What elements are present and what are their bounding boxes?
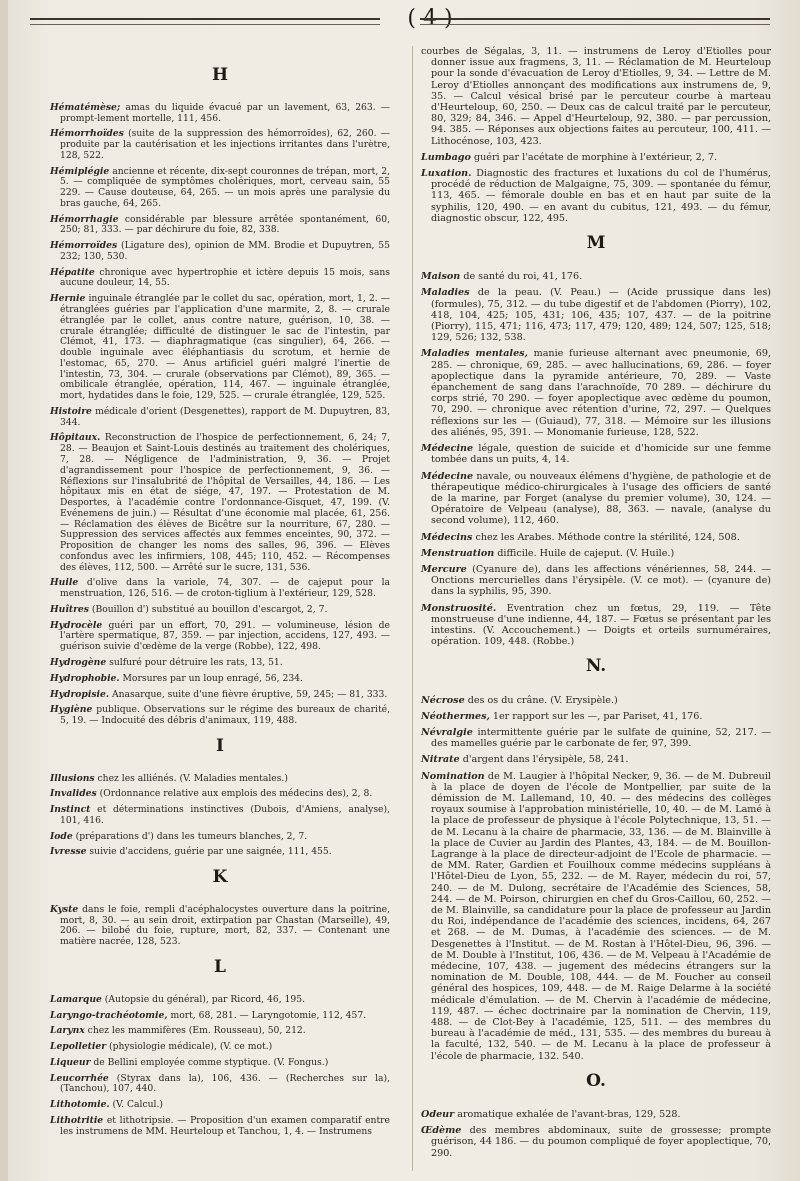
- index-entry: [421, 348, 771, 438]
- entry-title: Instinct: [50, 804, 91, 816]
- index-entry: [50, 1042, 390, 1053]
- section-letter: M: [586, 233, 606, 254]
- entry-title: Nomination: [421, 770, 485, 782]
- entry-title: Menstruation: [421, 547, 495, 559]
- entry-text: (Styrax dans la), 106, 436. — (Recherches sur la), (Tanchou), 107, 440.: [60, 1072, 390, 1095]
- entry-text: amas du liquide évacué par un lavement, 63, 263. — prompt-lement mortelle, 111, 456.: [60, 101, 390, 124]
- entry-text: sulfuré pour détruire les rats, 13, 51.: [106, 656, 283, 668]
- entry-text: (Bouillon d') substitué au bouillon d'escargot, 2, 7.: [88, 603, 328, 615]
- index-entry: [50, 789, 390, 800]
- index-entry: [50, 995, 390, 1006]
- entry-title: Médecins: [421, 531, 473, 543]
- index-entry: [421, 443, 771, 465]
- index-entry: [50, 1074, 390, 1096]
- entry-text: guéri par l'acétate de morphine à l'extérieur, 2, 7.: [470, 151, 718, 163]
- section-letter: K: [212, 867, 228, 888]
- entry-text: d'olive dans la variole, 74, 307. — de cajeput pour la menstruation, 126, 516. — de croton-tiglium à l'extérieur, 129, 528.: [60, 577, 390, 600]
- entry-text: des os du crâne. (V. Erysipèle.): [464, 694, 618, 706]
- entry-text: Reconstruction de l'hospice de perfectionnement, 6, 24; 7, 28. — Beaujon et Saint-Louis destinés au traitement des cholériques, 7, 28. — Négligence de l'administration, 9, 36. — Projet d'agrandissement pour l'hospice de perfectionnement, 9, 36. — Réflexions sur l'insalubrité de l'hôpital de Versailles, 44, 186. — Les hôpitaux mis en état de siége, 47, 197. — Protestation de M. Desportes, à l'académie contre l'ordonnance-Gisquet, 47, 199. (V. Evénemens de juin.) — Résultat d'une économie mal placée, 61, 256. — Réclamation des élèves de Bicêtre sur la nourriture, 67, 280. — Suppression des services affectés aux femmes enceintes, 90, 372. — Proposition de changer les noms des salles, 96, 396. — Elèves confondus avec les infirmiers, 108, 445; 110, 452. — Récompenses des élèves, 112, 500. — Arrêté sur le sucre, 131, 536.: [60, 432, 390, 573]
- entry-title: Maladies: [421, 287, 470, 299]
- entry-text: ancienne et récente, dix-sept couronnes de trépan, mort, 2, 5. — compliquée de symptômes cholériques, mort, cerveau sain, 55 229. — Cause douteuse, 64, 265. — un mois après une paralysie du bras gauche, 64, 265.: [60, 165, 390, 209]
- entry-text: Diagnostic des fractures et luxations du col de l'humérus, procédé de réduction de Malgaigne, 75, 309. — spontanée du fémur, 113, 465. — fémorale double en bas et en haut par suite de la syphilis, 120, 490. — en avant du cubitus, 121, 493. — du fémur, diagnostic obscur, 122, 495.: [431, 168, 771, 224]
- index-entry: [50, 1058, 390, 1069]
- entry-title: Hernie: [50, 293, 86, 305]
- index-entry: [50, 705, 390, 727]
- header-rule-left: [30, 18, 380, 25]
- entry-title: Néothermes,: [421, 710, 490, 722]
- entry-text: courbes de Ségalas, 3, 11. — instrumens de Leroy d'Etiolles pour donner issue aux fragmens, 3, 11. — Réclamation de M. Heurteloup pour la sonde d'évacuation de Leroy d'Etiolles, 9, 34. — Lettre de M. Leroy d'Etiolles annonçant des modifications aux instrumens de, 9, 35. — Calcul vésical brisé par le percuteur courbe à marteau d'Heurteloup, 60, 250. — Deux cas de calcul traité par le percuteur, 80, 329; 84, 346. — Appel d'Heurteloup, 92, 380. — par percussion, 94. 385. — Réponses aux objections faites au percuteur, 100, 411. — Lithocénose, 103, 423.: [421, 46, 771, 147]
- entry-text: navale, ou nouveaux élémens d'hygiène, de pathologie et de thérapeutique médico-chirurgicales à l'usage des officiers de santé de la marine, par Forget (analyse du premier volume), 30, 124. — Opératoire de Velpeau (analyse), 88, 363. — navale, (analyse du second volume), 112, 460.: [431, 470, 771, 527]
- entry-title: Lepolletier: [50, 1041, 107, 1053]
- entry-title: Lithotritie: [50, 1114, 104, 1126]
- entry-title: Monstruosité.: [421, 602, 497, 614]
- entry-text: considérable par blessure arrêtée spontanément, 60, 250; 81, 333. — par déchirure du foie, 82, 338.: [60, 213, 390, 236]
- entry-title: Nécrose: [421, 694, 465, 706]
- entry-title: Laryngo-trachéotomie,: [50, 1009, 168, 1021]
- index-entry: [50, 1100, 390, 1111]
- index-entry: [421, 564, 771, 598]
- section-letter: H: [211, 65, 229, 85]
- index-entry: [50, 774, 390, 785]
- entry-title: Invalides: [50, 788, 97, 800]
- index-entry: [421, 695, 771, 706]
- entry-title: Lamarque: [50, 993, 102, 1005]
- entry-text: Anasarque, suite d'une fièvre éruptive, 59, 245; — 81, 333.: [109, 688, 388, 700]
- entry-text: publique. Observations sur le régime des bureaux de charité, 5, 19. — Indocuité des débris d'animaux, 119, 488.: [60, 704, 390, 727]
- entry-text: chez les alliénés. (V. Maladies mentales.): [94, 772, 288, 784]
- entry-text: de M. Laugier à l'hôpital Necker, 9, 36. — de M. Dubreuil à la place de doyen de l'école de Montpellier, par suite de la démission de M. Lallemand, 10, 40. — des médecins des collèges royaux soumise à l'approbation ministérielle, 10, 40. — de M. Lamé à la place de professeur de physique à l'école Polytechnique, 13, 51. — de M. Lecanu à la chaire de pharmacie, 33, 136. — de M. Blainville à la place de Cuvier au Jardin des Plantes, 43, 184. — de M. Bouillon-Lagrange à la place de directeur-adjoint de l'Ecole de pharmacie. — de MM. Rater, Gardien et Fouilhoux comme médecins suppléans à l'Hôtel-Dieu de Lyon, 55, 232. — de M. Rayer, médecin du roi, 57, 240. — de M. Dulong, secrétaire de l'Académie des Sciences, 58, 244. — de M. Poirson, chirurgien en chef du Gros-Caillou, 60, 252. — de M. Blainville, sa candidature pour la place de professeur au Jardin du Roi, indépendance de l'académie des sciences, incidens, 64, 267 et 268. — de M. Dumas, à l'académie des sciences. — de M. Desgenettes à l'Institut. — de M. Rostan à l'Hôtel-Dieu, 96, 396. — de M. Double à l'Institut, 106, 436. — de M. Velpeau à l'Académie de médecine, 107, 438. — jugement des médecins étrangers sur la nomination de M. Double, 108, 444. — de M. Foucher au conseil général des hospices, 109, 448. — de M. Raige Delarme à la société médicale d'émulation. — de M. Chervin à l'académie de médecine, 119, 487. — échec doctrinaire par la nomination de Chervin, 119, 488. — de Clot-Bey à l'académie, 125, 511. — des membres du bureau à l'académie de méd., 131, 535. — des membres du bureau à la faculté, 132, 540. — de M. Lecanu à la place de professeur à l'école de pharmacie, 132. 540.: [431, 770, 771, 1062]
- entry-title: Hémorrhagie: [50, 213, 119, 225]
- entry-text: (physiologie médicale), (V. ce mot.): [106, 1041, 273, 1053]
- index-entry: [421, 754, 771, 765]
- entry-text: chez les Arabes. Méthode contre la stérilité, 124, 508.: [472, 531, 740, 543]
- entry-text: chronique avec hypertrophie et ictère depuis 15 mois, sans aucune douleur, 14, 55.: [60, 266, 390, 289]
- entry-title: Hémorrhoïdes: [50, 128, 124, 140]
- header-rule-right: [420, 18, 770, 25]
- entry-text: Eventration chez un fœtus, 29, 119. — Tête monstrueuse d'une indienne, 44, 187. — Fœtus se présentant par les intestins. (V. Accouchement.) — Doigts et orteils surnuméraires, opération. 109, 448. (Robbe.): [431, 602, 771, 648]
- entry-title: Maladies mentales,: [421, 348, 528, 360]
- entry-text: aromatique exhalée de l'avant-bras, 129, 528.: [454, 1109, 681, 1121]
- entry-text: des membres abdominaux, suite de grossesse; prompte guérison, 44 186. — du poumon compliqué de foyer apoplectique, 70, 290.: [431, 1125, 771, 1159]
- index-entry: [50, 1116, 390, 1138]
- index-entry: [50, 847, 390, 858]
- index-entry: [421, 168, 771, 224]
- index-entry: [421, 548, 771, 559]
- entry-text: (Ligature des), opinion de MM. Brodie et Dupuytren, 55 232; 130, 530.: [60, 240, 390, 262]
- entry-text: et déterminations instinctives (Dubois, d'Amiens, analyse), 101, 416.: [60, 804, 390, 826]
- index-entry: [421, 1125, 771, 1159]
- entry-title: Odeur: [421, 1109, 455, 1121]
- index-entry: [421, 152, 771, 163]
- index-entry: [421, 532, 771, 543]
- entry-title: Histoire: [50, 405, 92, 417]
- right-column: [412, 46, 771, 1171]
- entry-title: Kyste: [50, 903, 79, 915]
- entry-title: Huîtres: [50, 603, 89, 615]
- entry-text: (Ordonnance relative aux emplois des médecins des), 2, 8.: [96, 788, 373, 800]
- entry-text: guéri par un effort, 70, 291. — volumineuse, lésion de l'artère spermatique, 87, 359. — par injection, accidens, 127, 493. — guérison suivie d'œdème de la verge (Robbe), 122, 498.: [60, 619, 390, 653]
- entry-title: Ivresse: [50, 846, 87, 858]
- entry-title: Hydrophobie.: [50, 672, 120, 684]
- entry-title: Hydrocèle: [50, 619, 103, 631]
- entry-title: Larynx: [50, 1025, 85, 1037]
- left-column: [50, 46, 390, 1171]
- entry-text: mort, 68, 281. — Laryngotomie, 112, 457.: [167, 1009, 367, 1021]
- entry-title: Lithotomie.: [50, 1099, 110, 1111]
- entry-title: Médecine: [421, 470, 474, 482]
- entry-text: 1er rapport sur les —, par Pariset, 41, 176.: [489, 710, 703, 722]
- index-entry: [50, 1011, 390, 1022]
- entry-text: (préparations d') dans les tumeurs blanches, 2, 7.: [72, 830, 308, 842]
- entry-title: Liqueur: [50, 1056, 91, 1068]
- left-page-edge: [0, 0, 8, 1181]
- index-entry: [50, 674, 390, 685]
- entry-text: et lithotripsie. — Proposition d'un examen comparatif entre les instrumens de MM. Heurteloup et Tanchou, 1, 4. — Instrumens: [60, 1114, 390, 1137]
- index-entry: [50, 167, 390, 210]
- entry-title: Hydropisie.: [50, 688, 110, 700]
- entry-title: Iode: [50, 830, 73, 842]
- index-entry: [50, 621, 390, 653]
- entry-text: manie furieuse alternant avec pneumonie, 69, 285. — chronique, 69, 285. — avec hallucinations, 69, 286. — foyer apoplectique dans la pyramide antérieure, 70, 289. — Vaste épanchement de sang dans l'arachnoïde, 70 289. — déchirure du corps strié, 70 290. — foyer apoplectique avec œdème du poumon, 70, 290. — chronique avec rétention d'urine, 72, 297. — Quelques réflexions sur les — (Guiaud), 77, 318. — Mémoire sur les illusions des aliénés, 95, 391. — Monomanie furieuse, 128, 522.: [431, 348, 771, 438]
- page-number: ( 4 ): [407, 6, 453, 31]
- entry-title: Médecine: [421, 443, 474, 455]
- page-header: [30, 6, 770, 38]
- entry-text: (Cyanure de), dans les affections vénériennes, 58, 244. — Onctions mercurielles dans l'érysipèle. (V. ce mot). — (cyanure de) dans la syphilis, 95, 390.: [431, 563, 771, 598]
- entry-text: de santé du roi, 41, 176.: [460, 271, 583, 283]
- index-entry: [50, 215, 390, 237]
- index-entry: [421, 603, 771, 648]
- entry-title: Hygiène: [50, 704, 93, 716]
- entry-text: médicale d'orient (Desgenettes), rapport de M. Dupuytren, 83, 344.: [60, 405, 390, 428]
- entry-text: difficile. Huile de cajeput. (V. Huile.): [494, 547, 675, 559]
- index-entry: [421, 711, 771, 722]
- index-entry: [50, 268, 390, 290]
- index-entry: [50, 805, 390, 827]
- entry-title: Maison: [421, 271, 461, 283]
- index-entry: [421, 271, 771, 282]
- entry-text: (Autopsie du général), par Ricord, 46, 195.: [101, 993, 305, 1005]
- index-entry: [50, 905, 390, 948]
- entry-text: dans le foie, rempli d'acéphalocystes ouverture dans la poitrine, mort, 8, 30. — au sein droit, extirpation par Chastan (Marseille), 49, 206. — bilobé du foie, rupture, mort, 82, 337. — Contenant une matière nacrée, 128, 523.: [60, 903, 390, 948]
- section-letter: O.: [586, 1070, 606, 1091]
- index-entry: [50, 103, 390, 125]
- index-entry: [50, 241, 390, 263]
- entry-title: Œdème: [421, 1125, 462, 1137]
- section-letter: I: [216, 735, 224, 756]
- entry-title: Illusions: [50, 772, 95, 784]
- entry-text: d'argent dans l'érysipèle, 58, 241.: [459, 754, 629, 766]
- index-entry: [50, 1026, 390, 1037]
- index-entry: [50, 433, 390, 573]
- entry-title: Mercure: [421, 563, 467, 575]
- index-entry: [421, 46, 771, 147]
- entry-title: Leucorrhée: [50, 1072, 109, 1084]
- entry-title: Lumbago: [421, 151, 471, 163]
- section-letter: N.: [585, 656, 607, 677]
- index-entry: [421, 471, 771, 527]
- section-letter: L: [214, 957, 226, 977]
- entry-title: Névralgie: [421, 726, 473, 738]
- entry-title: Hôpitaux.: [50, 432, 101, 444]
- entry-text: (V. Calcul.): [109, 1099, 163, 1111]
- entry-title: Nitrate: [421, 754, 460, 766]
- entry-text: (suite de la suppression des hémorroïdes), 62, 260. — produite par la cautérisation et les injections irritantes dans l'urètre, 128, 522.: [60, 128, 390, 161]
- entry-title: Hémiplégie: [50, 165, 110, 177]
- entry-title: Hépatite: [50, 266, 95, 278]
- entry-title: Hydrogène: [50, 656, 107, 668]
- entry-title: Luxation.: [421, 168, 472, 180]
- index-entry: [50, 407, 390, 429]
- index-entry: [50, 605, 390, 616]
- entry-title: Hémorroïdes: [50, 240, 118, 252]
- entry-text: chez les mammifères (Em. Rousseau), 50, 212.: [84, 1025, 306, 1037]
- entry-text: inguinale étranglée par le collet du sac, opération, mort, 1, 2. — étranglées guéries par l'application d'une marmite, 2, 8. — crurale étranglée par le collet, anus contre nature, guérison, 10, 38. — crurale étranglée; difficulté de distinguer le sac de l'intestin, par Clémot, 41, 173. — diaphragmatique (cas singulier), 64, 266. — double inguinale avec éléphantiasis du scrotum, et hernie de l'estomac, 65, 270. — Anus artificiel guéri malgré l'inertie de l'intestin, 73, 304. — crurale (observations par Clémot), 89, 365. — ombilicale étranglée, opération, 114, 467. — inguinale étranglée, mort, hydatides dans le foie, 129, 525. — crurale étranglée, 129, 525.: [60, 293, 390, 402]
- index-entry: [421, 1109, 771, 1120]
- index-entry: [50, 690, 390, 701]
- entry-title: Hématémèse;: [50, 101, 121, 113]
- index-entry: [421, 287, 771, 343]
- index-entry: [421, 771, 771, 1062]
- index-entry: [421, 727, 771, 749]
- entry-text: de la peau. (V. Peau.) — (Acide prussique dans les) (formules), 75, 312. — du tube digestif et de l'abdomen (Piorry), 102, 418, 104, 425; 105, 431; 106, 435; 107, 437. — de la poitrine (Piorry), 115, 471; 116, 473; 117, 479; 120, 489; 124, 507; 125, 518; 129, 526; 132, 538.: [431, 287, 771, 344]
- index-entry: [50, 832, 390, 843]
- entry-text: légale, question de suicide et d'homicide sur une femme tombée dans un puits, 4, 14.: [431, 443, 771, 466]
- entry-text: suivie d'accidens, guérie par une saignée, 111, 455.: [86, 846, 332, 858]
- entry-title: Huile: [50, 577, 79, 589]
- index-entry: [50, 294, 390, 402]
- index-entry: [50, 578, 390, 600]
- entry-text: intermittente guérie par le sulfate de quinine, 52, 217. — des mamelles guérie par le carbonate de fer, 97, 399.: [431, 726, 771, 750]
- entry-text: Morsures par un loup enragé, 56, 234.: [119, 672, 303, 684]
- index-entry: [50, 129, 390, 161]
- entry-text: de Bellini employée comme styptique. (V. Fongus.): [90, 1056, 329, 1068]
- index-entry: [50, 658, 390, 669]
